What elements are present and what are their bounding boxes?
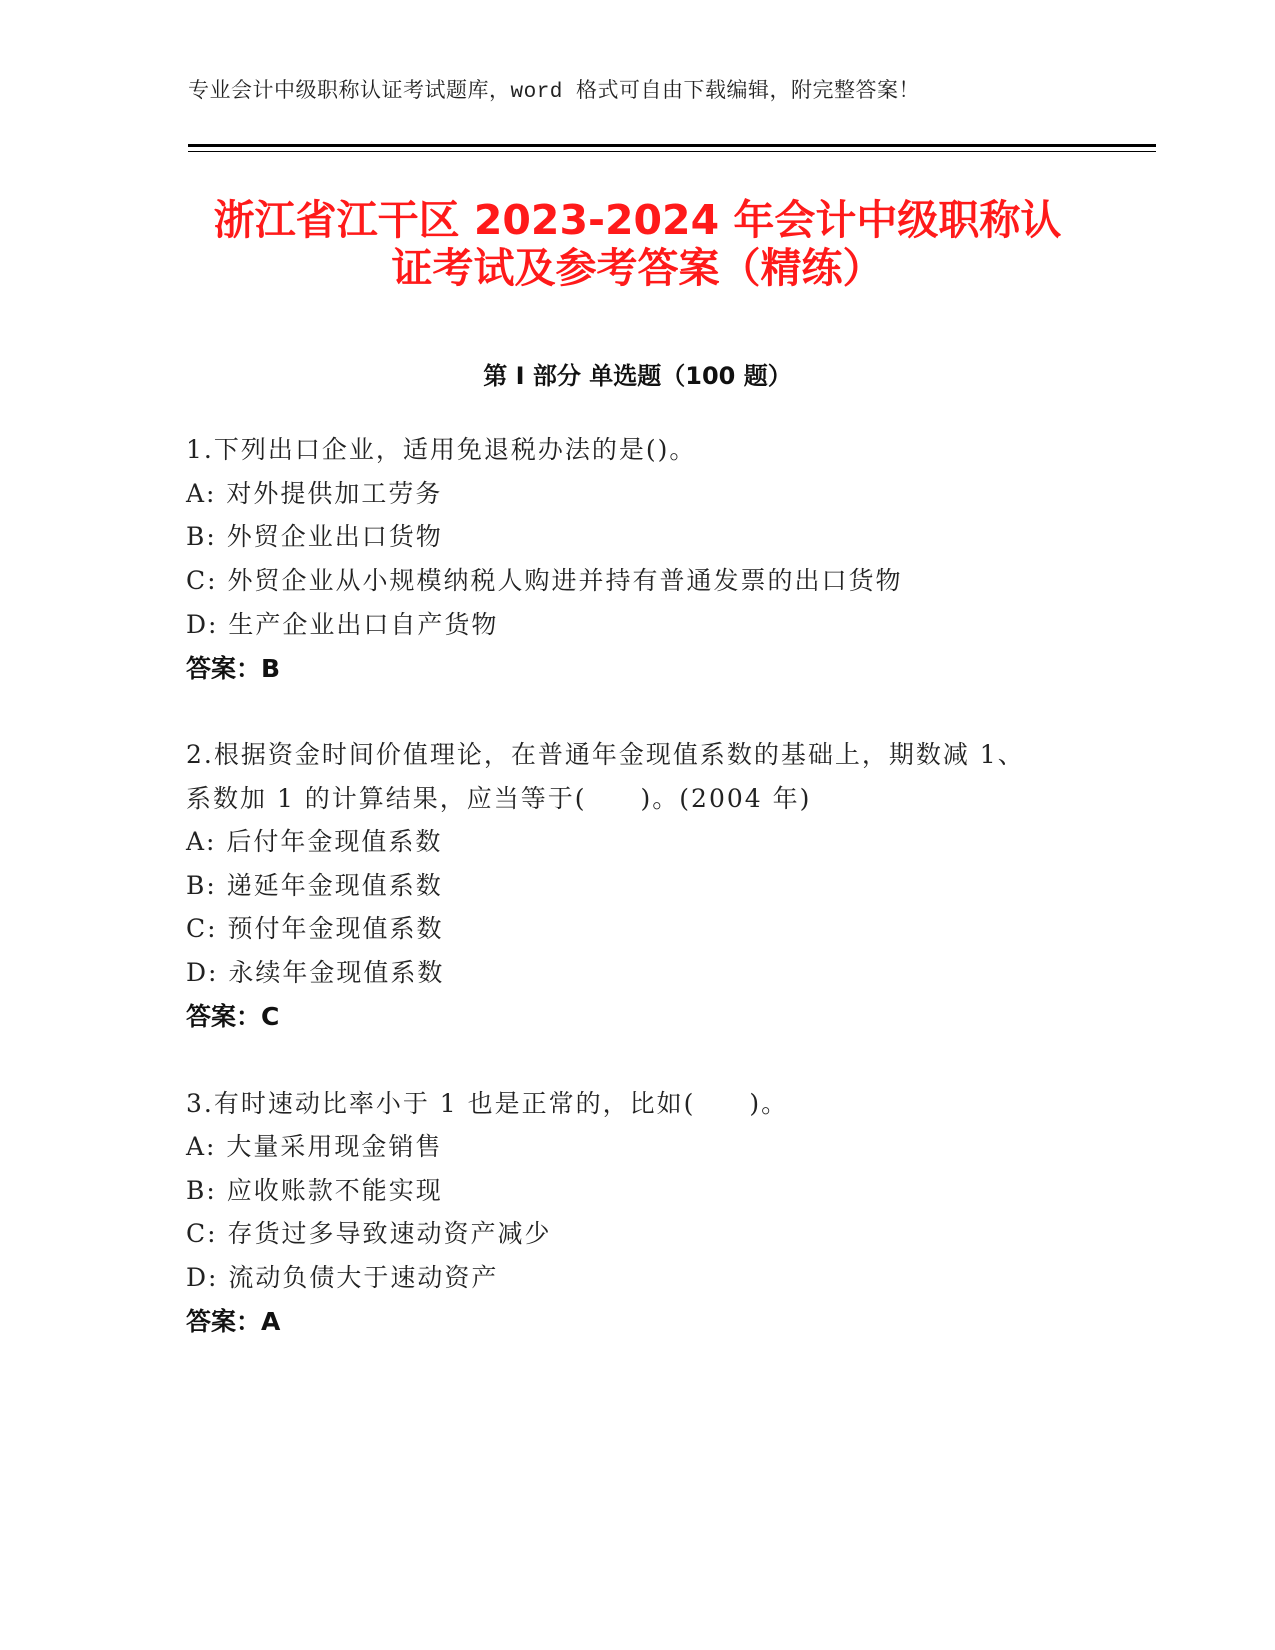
- question-2-stem-line-1: 2.根据资金时间价值理论，在普通年金现值系数的基础上，期数减 1、: [186, 740, 1025, 769]
- header-rule-thin: [188, 151, 1156, 152]
- question-1-option-c: C: 外贸企业从小规模纳税人购进并持有普通发票的出口货物: [186, 566, 903, 595]
- question-3-stem: 3.有时速动比率小于 1 也是正常的，比如( )。: [186, 1089, 789, 1118]
- question-3-option-b: B: 应收账款不能实现: [186, 1176, 443, 1205]
- question-1-option-d: D: 生产企业出口自产货物: [186, 610, 499, 639]
- question-3-option-c: C: 存货过多导致速动资产减少: [186, 1219, 552, 1248]
- question-3-option-d: D: 流动负债大于速动资产: [186, 1263, 499, 1292]
- question-2-option-a: A: 后付年金现值系数: [186, 827, 443, 856]
- section-title: 第 I 部分 单选题（100 题）: [483, 362, 792, 390]
- question-1-option-b: B: 外贸企业出口货物: [186, 522, 443, 551]
- document-title-line-1: 浙江省江干区 2023-2024 年会计中级职称认: [213, 196, 1062, 244]
- question-2-answer: 答案：C: [186, 1002, 280, 1031]
- question-1-stem: 1.下列出口企业，适用免退税办法的是()。: [186, 435, 697, 464]
- question-2-stem-line-2: 系数加 1 的计算结果，应当等于( )。(2004 年): [186, 784, 812, 813]
- question-3-answer: 答案：A: [186, 1307, 281, 1336]
- document-title-line-2: 证考试及参考答案（精练）: [391, 244, 884, 292]
- question-2-option-d: D: 永续年金现值系数: [186, 958, 445, 987]
- header-note: 专业会计中级职称认证考试题库，word 格式可自由下载编辑，附完整答案！: [188, 81, 921, 104]
- question-2-option-c: C: 预付年金现值系数: [186, 914, 444, 943]
- question-2-option-b: B: 递延年金现值系数: [186, 871, 443, 900]
- question-1-answer: 答案：B: [186, 654, 281, 683]
- document-title: [150, 196, 1125, 292]
- header-rule-thick: [188, 144, 1156, 147]
- question-1-option-a: A: 对外提供加工劳务: [186, 479, 443, 508]
- question-3-option-a: A: 大量采用现金销售: [186, 1132, 443, 1161]
